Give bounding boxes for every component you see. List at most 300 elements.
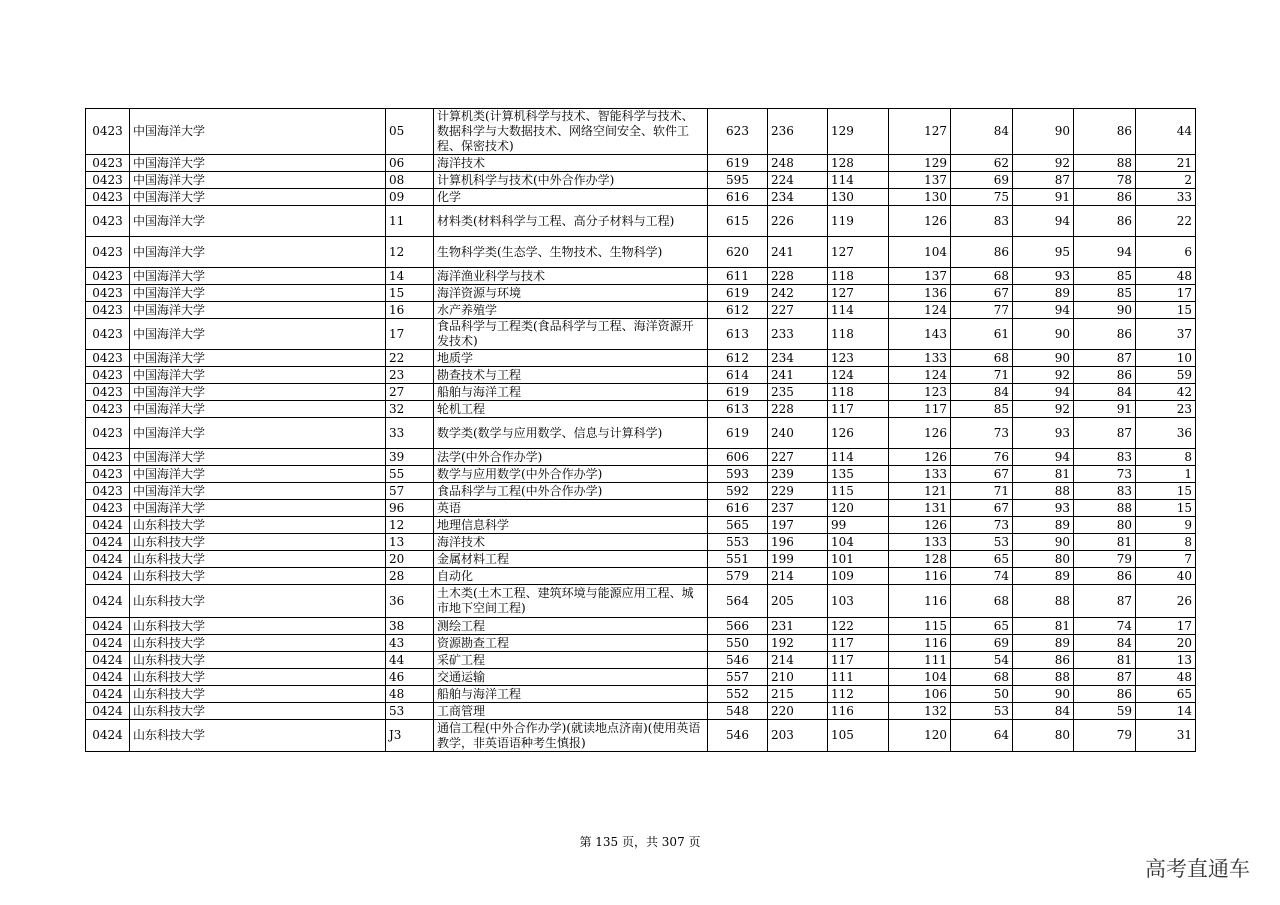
cell-score-4: 83	[951, 206, 1013, 237]
cell-school-code: 0423	[86, 350, 130, 367]
cell-score-4: 68	[951, 268, 1013, 285]
cell-score-6: 86	[1074, 189, 1136, 206]
cell-score-7: 13	[1136, 652, 1196, 669]
cell-score-3: 124	[889, 367, 951, 384]
cell-score-1: 227	[768, 449, 828, 466]
cell-major-name: 资源勘查工程	[434, 635, 708, 652]
cell-score-5: 89	[1013, 568, 1074, 585]
cell-school-code: 0423	[86, 206, 130, 237]
cell-score-3: 132	[889, 703, 951, 720]
cell-score-1: 197	[768, 517, 828, 534]
cell-school-name: 中国海洋大学	[130, 500, 386, 517]
cell-total-score: 613	[708, 319, 768, 350]
cell-score-7: 9	[1136, 517, 1196, 534]
cell-score-5: 81	[1013, 466, 1074, 483]
cell-score-1: 229	[768, 483, 828, 500]
cell-school-code: 0424	[86, 635, 130, 652]
cell-score-1: 210	[768, 669, 828, 686]
cell-score-3: 133	[889, 350, 951, 367]
cell-score-7: 59	[1136, 367, 1196, 384]
cell-major-name: 生物科学类(生态学、生物技术、生物科学)	[434, 237, 708, 268]
cell-school-code: 0424	[86, 618, 130, 635]
cell-score-2: 124	[828, 367, 889, 384]
cell-score-4: 73	[951, 418, 1013, 449]
cell-score-4: 75	[951, 189, 1013, 206]
cell-school-code: 0423	[86, 466, 130, 483]
table-row	[86, 155, 1196, 172]
cell-score-4: 53	[951, 534, 1013, 551]
cell-score-4: 68	[951, 669, 1013, 686]
cell-score-3: 127	[889, 109, 951, 155]
cell-score-4: 86	[951, 237, 1013, 268]
cell-school-name: 山东科技大学	[130, 720, 386, 752]
cell-major-code: 43	[386, 635, 434, 652]
cell-major-code: 23	[386, 367, 434, 384]
cell-score-2: 114	[828, 172, 889, 189]
cell-score-3: 121	[889, 483, 951, 500]
cell-major-name: 测绘工程	[434, 618, 708, 635]
cell-major-code: 12	[386, 237, 434, 268]
cell-score-6: 83	[1074, 483, 1136, 500]
cell-score-2: 123	[828, 350, 889, 367]
cell-score-1: 226	[768, 206, 828, 237]
cell-score-2: 116	[828, 703, 889, 720]
cell-score-1: 214	[768, 652, 828, 669]
cell-major-code: 55	[386, 466, 434, 483]
admission-score-table	[85, 108, 1196, 752]
cell-major-code: 09	[386, 189, 434, 206]
cell-major-name: 海洋渔业科学与技术	[434, 268, 708, 285]
cell-school-code: 0424	[86, 568, 130, 585]
cell-major-code: 44	[386, 652, 434, 669]
table-row	[86, 367, 1196, 384]
cell-major-code: 12	[386, 517, 434, 534]
cell-score-6: 91	[1074, 401, 1136, 418]
cell-score-7: 44	[1136, 109, 1196, 155]
cell-score-2: 101	[828, 551, 889, 568]
cell-score-7: 8	[1136, 449, 1196, 466]
cell-score-4: 67	[951, 466, 1013, 483]
cell-score-5: 94	[1013, 206, 1074, 237]
cell-major-code: 05	[386, 109, 434, 155]
cell-score-6: 88	[1074, 500, 1136, 517]
cell-score-2: 114	[828, 449, 889, 466]
cell-major-code: 08	[386, 172, 434, 189]
cell-score-3: 117	[889, 401, 951, 418]
cell-score-7: 15	[1136, 302, 1196, 319]
cell-score-7: 15	[1136, 500, 1196, 517]
cell-score-5: 80	[1013, 720, 1074, 752]
cell-total-score: 548	[708, 703, 768, 720]
cell-school-name: 中国海洋大学	[130, 189, 386, 206]
cell-major-name: 勘查技术与工程	[434, 367, 708, 384]
cell-score-7: 42	[1136, 384, 1196, 401]
cell-school-name: 山东科技大学	[130, 686, 386, 703]
cell-major-code: 06	[386, 155, 434, 172]
cell-major-code: 20	[386, 551, 434, 568]
table-row	[86, 568, 1196, 585]
cell-school-code: 0423	[86, 237, 130, 268]
cell-score-3: 136	[889, 285, 951, 302]
cell-score-3: 120	[889, 720, 951, 752]
cell-major-code: 32	[386, 401, 434, 418]
cell-school-name: 山东科技大学	[130, 551, 386, 568]
cell-major-code: 96	[386, 500, 434, 517]
cell-score-2: 130	[828, 189, 889, 206]
cell-total-score: 557	[708, 669, 768, 686]
cell-major-name: 通信工程(中外合作办学)(就读地点济南)(使用英语教学，非英语语种考生慎报)	[434, 720, 708, 752]
cell-total-score: 550	[708, 635, 768, 652]
cell-score-6: 85	[1074, 268, 1136, 285]
cell-score-3: 116	[889, 635, 951, 652]
cell-score-7: 65	[1136, 686, 1196, 703]
cell-total-score: 612	[708, 350, 768, 367]
cell-score-7: 7	[1136, 551, 1196, 568]
cell-total-score: 553	[708, 534, 768, 551]
cell-school-code: 0423	[86, 109, 130, 155]
cell-score-6: 87	[1074, 350, 1136, 367]
cell-major-name: 数学类(数学与应用数学、信息与计算科学)	[434, 418, 708, 449]
cell-score-4: 64	[951, 720, 1013, 752]
cell-school-code: 0423	[86, 189, 130, 206]
cell-score-7: 14	[1136, 703, 1196, 720]
cell-school-name: 中国海洋大学	[130, 172, 386, 189]
cell-major-name: 地理信息科学	[434, 517, 708, 534]
cell-score-6: 83	[1074, 449, 1136, 466]
cell-score-4: 74	[951, 568, 1013, 585]
cell-score-2: 118	[828, 268, 889, 285]
cell-major-name: 英语	[434, 500, 708, 517]
cell-school-code: 0424	[86, 534, 130, 551]
cell-score-6: 74	[1074, 618, 1136, 635]
cell-score-3: 124	[889, 302, 951, 319]
cell-score-5: 81	[1013, 618, 1074, 635]
cell-score-4: 68	[951, 350, 1013, 367]
cell-score-1: 239	[768, 466, 828, 483]
cell-score-3: 104	[889, 237, 951, 268]
cell-major-code: 22	[386, 350, 434, 367]
cell-score-1: 220	[768, 703, 828, 720]
cell-major-code: 36	[386, 585, 434, 618]
cell-school-code: 0423	[86, 384, 130, 401]
cell-score-1: 227	[768, 302, 828, 319]
cell-score-1: 240	[768, 418, 828, 449]
cell-score-3: 115	[889, 618, 951, 635]
cell-score-5: 95	[1013, 237, 1074, 268]
cell-score-1: 214	[768, 568, 828, 585]
cell-school-code: 0423	[86, 500, 130, 517]
cell-score-2: 118	[828, 319, 889, 350]
cell-school-name: 中国海洋大学	[130, 350, 386, 367]
cell-score-6: 79	[1074, 551, 1136, 568]
cell-score-3: 126	[889, 517, 951, 534]
cell-score-2: 122	[828, 618, 889, 635]
cell-score-2: 111	[828, 669, 889, 686]
cell-major-name: 采矿工程	[434, 652, 708, 669]
cell-score-4: 71	[951, 483, 1013, 500]
table-row	[86, 500, 1196, 517]
cell-score-1: 234	[768, 189, 828, 206]
cell-major-code: 13	[386, 534, 434, 551]
cell-school-code: 0423	[86, 268, 130, 285]
cell-score-5: 92	[1013, 367, 1074, 384]
cell-score-4: 65	[951, 551, 1013, 568]
cell-score-7: 1	[1136, 466, 1196, 483]
cell-score-3: 116	[889, 585, 951, 618]
cell-major-name: 水产养殖学	[434, 302, 708, 319]
cell-score-4: 65	[951, 618, 1013, 635]
cell-school-code: 0423	[86, 367, 130, 384]
table-row	[86, 686, 1196, 703]
table-row	[86, 302, 1196, 319]
cell-score-1: 215	[768, 686, 828, 703]
cell-major-name: 自动化	[434, 568, 708, 585]
cell-score-7: 23	[1136, 401, 1196, 418]
cell-score-7: 17	[1136, 618, 1196, 635]
cell-score-6: 86	[1074, 686, 1136, 703]
cell-score-7: 31	[1136, 720, 1196, 752]
cell-total-score: 623	[708, 109, 768, 155]
cell-score-2: 120	[828, 500, 889, 517]
cell-score-1: 241	[768, 237, 828, 268]
cell-score-3: 131	[889, 500, 951, 517]
cell-score-5: 89	[1013, 635, 1074, 652]
cell-total-score: 595	[708, 172, 768, 189]
cell-total-score: 593	[708, 466, 768, 483]
cell-score-2: 115	[828, 483, 889, 500]
cell-major-name: 食品科学与工程类(食品科学与工程、海洋资源开发技术)	[434, 319, 708, 350]
cell-score-2: 128	[828, 155, 889, 172]
cell-score-3: 106	[889, 686, 951, 703]
cell-score-1: 203	[768, 720, 828, 752]
cell-score-6: 90	[1074, 302, 1136, 319]
cell-score-6: 86	[1074, 206, 1136, 237]
cell-score-6: 81	[1074, 652, 1136, 669]
cell-score-4: 85	[951, 401, 1013, 418]
cell-score-4: 84	[951, 109, 1013, 155]
cell-school-name: 山东科技大学	[130, 703, 386, 720]
cell-score-5: 84	[1013, 703, 1074, 720]
cell-score-1: 231	[768, 618, 828, 635]
cell-score-4: 67	[951, 500, 1013, 517]
table-row	[86, 268, 1196, 285]
cell-major-code: 17	[386, 319, 434, 350]
cell-major-name: 轮机工程	[434, 401, 708, 418]
cell-score-5: 89	[1013, 285, 1074, 302]
cell-major-name: 海洋资源与环境	[434, 285, 708, 302]
cell-major-name: 土木类(土木工程、建筑环境与能源应用工程、城市地下空间工程)	[434, 585, 708, 618]
table-body	[86, 109, 1196, 752]
cell-major-name: 食品科学与工程(中外合作办学)	[434, 483, 708, 500]
cell-score-2: 104	[828, 534, 889, 551]
cell-total-score: 616	[708, 189, 768, 206]
cell-score-4: 68	[951, 585, 1013, 618]
page-footer: 第 135 页，共 307 页	[579, 835, 701, 849]
cell-total-score: 613	[708, 401, 768, 418]
cell-score-7: 20	[1136, 635, 1196, 652]
cell-score-7: 2	[1136, 172, 1196, 189]
cell-score-3: 133	[889, 534, 951, 551]
cell-score-2: 112	[828, 686, 889, 703]
cell-major-name: 地质学	[434, 350, 708, 367]
cell-school-name: 中国海洋大学	[130, 401, 386, 418]
cell-score-3: 111	[889, 652, 951, 669]
cell-score-6: 84	[1074, 635, 1136, 652]
cell-score-7: 48	[1136, 268, 1196, 285]
cell-score-1: 242	[768, 285, 828, 302]
cell-total-score: 592	[708, 483, 768, 500]
cell-total-score: 611	[708, 268, 768, 285]
watermark-text: 高考直通车	[1145, 857, 1250, 881]
cell-score-6: 78	[1074, 172, 1136, 189]
table-row	[86, 418, 1196, 449]
table-row	[86, 466, 1196, 483]
cell-total-score: 546	[708, 652, 768, 669]
cell-school-name: 山东科技大学	[130, 585, 386, 618]
cell-school-name: 中国海洋大学	[130, 483, 386, 500]
table-row	[86, 720, 1196, 752]
cell-score-5: 88	[1013, 483, 1074, 500]
cell-total-score: 565	[708, 517, 768, 534]
cell-score-7: 8	[1136, 534, 1196, 551]
cell-score-3: 143	[889, 319, 951, 350]
cell-total-score: 612	[708, 302, 768, 319]
cell-school-code: 0423	[86, 401, 130, 418]
cell-major-name: 工商管理	[434, 703, 708, 720]
cell-total-score: 614	[708, 367, 768, 384]
cell-score-5: 91	[1013, 189, 1074, 206]
cell-school-code: 0423	[86, 155, 130, 172]
table-row	[86, 109, 1196, 155]
cell-score-7: 36	[1136, 418, 1196, 449]
cell-score-3: 126	[889, 206, 951, 237]
cell-score-6: 80	[1074, 517, 1136, 534]
cell-school-name: 中国海洋大学	[130, 367, 386, 384]
cell-score-5: 90	[1013, 534, 1074, 551]
table-row	[86, 384, 1196, 401]
table-row	[86, 551, 1196, 568]
cell-major-name: 海洋技术	[434, 155, 708, 172]
cell-score-7: 22	[1136, 206, 1196, 237]
cell-score-5: 88	[1013, 585, 1074, 618]
cell-score-2: 117	[828, 652, 889, 669]
cell-school-code: 0423	[86, 302, 130, 319]
table-row	[86, 635, 1196, 652]
cell-score-6: 87	[1074, 418, 1136, 449]
cell-total-score: 619	[708, 418, 768, 449]
cell-major-code: 27	[386, 384, 434, 401]
cell-score-7: 17	[1136, 285, 1196, 302]
cell-score-1: 205	[768, 585, 828, 618]
cell-total-score: 619	[708, 285, 768, 302]
cell-score-1: 236	[768, 109, 828, 155]
cell-score-4: 67	[951, 285, 1013, 302]
cell-school-name: 山东科技大学	[130, 635, 386, 652]
cell-major-code: 14	[386, 268, 434, 285]
cell-score-5: 80	[1013, 551, 1074, 568]
cell-score-7: 48	[1136, 669, 1196, 686]
cell-score-5: 90	[1013, 350, 1074, 367]
cell-score-1: 228	[768, 268, 828, 285]
cell-total-score: 552	[708, 686, 768, 703]
cell-score-2: 118	[828, 384, 889, 401]
cell-school-name: 山东科技大学	[130, 517, 386, 534]
cell-score-4: 69	[951, 172, 1013, 189]
cell-school-code: 0424	[86, 703, 130, 720]
table-row	[86, 585, 1196, 618]
cell-total-score: 566	[708, 618, 768, 635]
cell-score-6: 73	[1074, 466, 1136, 483]
cell-score-1: 196	[768, 534, 828, 551]
cell-score-6: 86	[1074, 319, 1136, 350]
cell-score-6: 84	[1074, 384, 1136, 401]
cell-major-code: J3	[386, 720, 434, 752]
cell-score-2: 127	[828, 285, 889, 302]
cell-score-1: 248	[768, 155, 828, 172]
cell-score-3: 128	[889, 551, 951, 568]
table-row	[86, 237, 1196, 268]
cell-major-code: 11	[386, 206, 434, 237]
table-row	[86, 618, 1196, 635]
cell-school-name: 中国海洋大学	[130, 319, 386, 350]
cell-school-name: 中国海洋大学	[130, 302, 386, 319]
cell-major-code: 48	[386, 686, 434, 703]
cell-score-5: 93	[1013, 268, 1074, 285]
cell-score-4: 50	[951, 686, 1013, 703]
cell-score-2: 103	[828, 585, 889, 618]
cell-score-1: 228	[768, 401, 828, 418]
cell-score-7: 40	[1136, 568, 1196, 585]
cell-school-name: 山东科技大学	[130, 534, 386, 551]
cell-score-3: 130	[889, 189, 951, 206]
table-row	[86, 652, 1196, 669]
cell-score-5: 90	[1013, 109, 1074, 155]
cell-score-7: 15	[1136, 483, 1196, 500]
cell-score-1: 241	[768, 367, 828, 384]
cell-score-2: 109	[828, 568, 889, 585]
cell-score-6: 88	[1074, 155, 1136, 172]
cell-school-code: 0424	[86, 517, 130, 534]
cell-major-name: 金属材料工程	[434, 551, 708, 568]
cell-score-1: 192	[768, 635, 828, 652]
cell-score-2: 119	[828, 206, 889, 237]
table-row	[86, 350, 1196, 367]
cell-score-3: 137	[889, 268, 951, 285]
cell-total-score: 564	[708, 585, 768, 618]
cell-score-1: 224	[768, 172, 828, 189]
cell-score-7: 21	[1136, 155, 1196, 172]
cell-school-name: 中国海洋大学	[130, 206, 386, 237]
cell-score-7: 26	[1136, 585, 1196, 618]
cell-school-code: 0424	[86, 585, 130, 618]
cell-score-2: 117	[828, 635, 889, 652]
cell-major-name: 计算机科学与技术(中外合作办学)	[434, 172, 708, 189]
cell-school-name: 中国海洋大学	[130, 466, 386, 483]
cell-school-code: 0423	[86, 483, 130, 500]
cell-score-2: 126	[828, 418, 889, 449]
cell-total-score: 606	[708, 449, 768, 466]
cell-score-6: 81	[1074, 534, 1136, 551]
cell-score-6: 87	[1074, 669, 1136, 686]
cell-score-3: 104	[889, 669, 951, 686]
cell-score-4: 61	[951, 319, 1013, 350]
cell-score-7: 37	[1136, 319, 1196, 350]
cell-school-name: 中国海洋大学	[130, 384, 386, 401]
cell-score-2: 105	[828, 720, 889, 752]
cell-score-1: 237	[768, 500, 828, 517]
cell-total-score: 616	[708, 500, 768, 517]
cell-school-code: 0423	[86, 449, 130, 466]
